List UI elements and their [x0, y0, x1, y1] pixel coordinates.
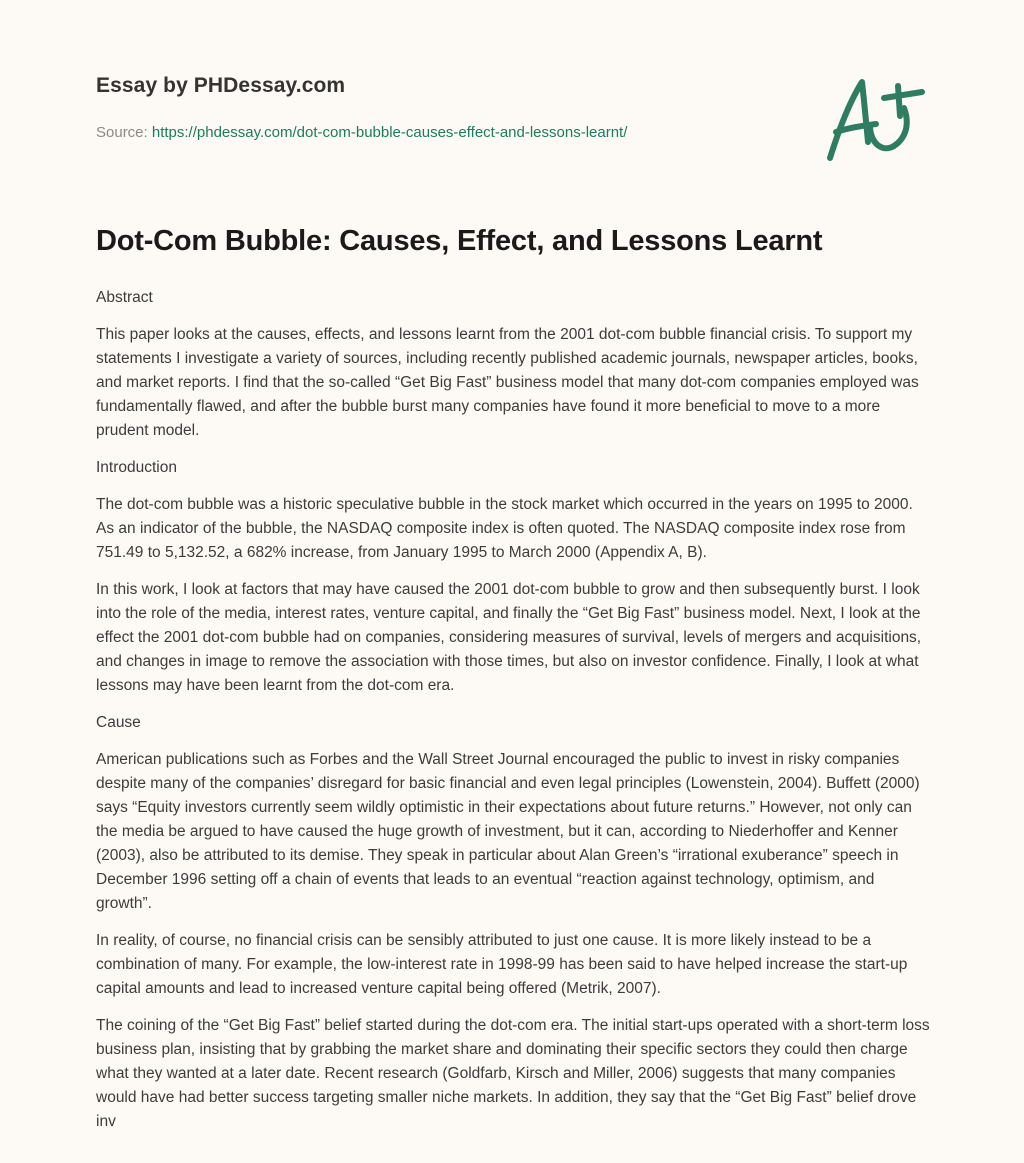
source-link[interactable]: https://phdessay.com/dot-com-bubble-causes-effect-and-lessons-learnt/ — [151, 124, 628, 141]
paragraph: The coining of the “Get Big Fast” belief started during the dot-com era. The initial start-ups operated with a short-term loss business plan, insisting that by grabbing the market share and dominating their specific sectors they could then charge what they wanted at a later date. Recent research (Goldfarb, Kirsch and Miller, 2006) suggests that many companies would have had better success targeting smaller niche markets. In addition, they say that the “Get Big Fast” belief drove inv — [96, 1017, 930, 1130]
paragraph: In reality, of course, no financial crisis can be sensibly attributed to just one cause. It is more likely instead to be a combination of many. For example, the low-interest rate in 1998-99 has been said to have helped increase the start-up capital amounts and lead to increased venture capital being offered (Metrik, 2007). — [96, 932, 908, 997]
section-heading-abstract: Abstract — [96, 289, 153, 306]
brand-title: Essay by PHDessay.com — [96, 74, 346, 97]
paragraph: The dot-com bubble was a historic speculative bubble in the stock market which occurred in the years on 1995 to 2000. As an indicator of the bubble, the NASDAQ composite index is often quoted. The NASDAQ composite index rose from 751.49 to 5,132.52, a 682% increase, from January 1995 to March 2000 (Appendix A, B). — [96, 496, 913, 561]
paragraph: This paper looks at the causes, effects, and lessons learnt from the 2001 dot-com bubble financial crisis. To support my statements I investigate a variety of sources, including recently published academic journals, newspaper articles, books, and market reports. I find that the so-called “Get Big Fast” business model that many dot-com companies employed was fundamentally flawed, and after the bubble burst many companies have found it more beneficial to move to a more prudent model. — [96, 326, 919, 439]
source-line — [96, 124, 796, 141]
page-header — [96, 74, 796, 141]
paragraph: American publications such as Forbes and the Wall Street Journal encouraged the public to invest in risky companies despite many of the companies’ disregard for basic financial and even legal principles (Lowenstein, 2004). Buffett (2000) says “Equity investors currently seem wildly optimistic in their expectations about future returns.” However, not only can the media be argued to have caused the huge growth of investment, but it can, according to Niederhoffer and Kenner (2003), also be attributed to its demise. They speak in particular about Alan Green’s “irrational exuberance” speech in December 1996 setting off a chain of events that leads to an eventual “reaction against technology, optimism, and growth”. — [96, 751, 920, 912]
section-heading-cause: Cause — [96, 714, 141, 731]
source-label: Source: — [96, 124, 148, 141]
a-plus-icon — [818, 66, 930, 166]
essay-title: Dot-Com Bubble: Causes, Effect, and Lessons Learnt — [96, 225, 823, 257]
section-heading-introduction: Introduction — [96, 459, 177, 476]
paragraph: In this work, I look at factors that may have caused the 2001 dot-com bubble to grow and then subsequently burst. I look into the role of the media, interest rates, venture capital, and finally the “Get Big Fast” business model. Next, I look at the effect the 2001 dot-com bubble had on companies, considering measures of survival, levels of mergers and acquisitions, and changes in image to remove the association with those times, but also on investor confidence. Finally, I look at what lessons may have been learnt from the dot-com era. — [96, 581, 922, 694]
essay-body — [96, 286, 931, 1147]
